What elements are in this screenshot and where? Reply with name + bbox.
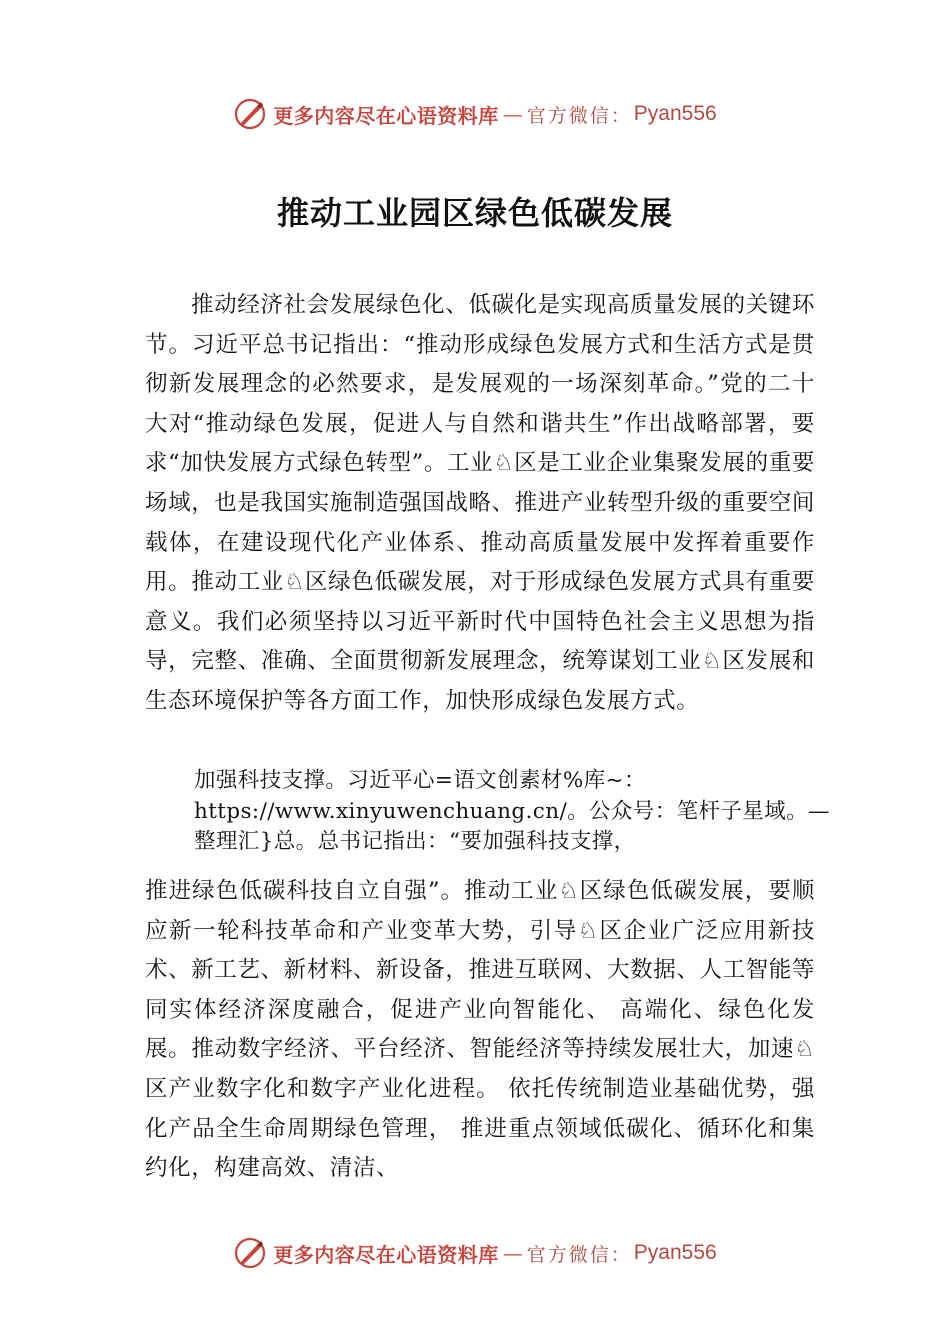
document-title: 推动工业园区绿色低碳发展 [276, 194, 673, 232]
body-paragraph-2: 加强科技支撑。习近平心=语文创素材%库~：https://www.xinyuwenchuang.cn/。公众号：笔杆子星域。—整理汇}总。总书记指出：“要加强科技支撑， [194, 768, 830, 854]
footer-separator: — [502, 1241, 523, 1265]
body-paragraph-1: 推动经济社会发展绿色化、低碳化是实现高质量发展的关键环节。习近平总书记指出：“推动形成绿色发展方式和生活方式是贯彻新发展理念的必然要求，是发展观的一场深刻革命。”党的二十大对“推动绿色发展，促进人与自然和谐共生”作出战略部署，要求“加快发展方式绿色转型”。工业♘区是工业企业集聚发展的重要场域，也是我国实施制造强国战略、推进产业转型升级的重要空间载体，在建设现代化产业体系、推动高质量发展中发挥着重要作用。推动工业♘区绿色低碳发展，对于形成绿色发展方式具有重要意义。我们必须坚持以习近平新时代中国特色社会主义思想为指导，完整、准确、全面贯彻新发展理念，统筹谋划工业♘区发展和生态环境保护等各方面工作，加快形成绿色发展方式。 [145, 292, 815, 714]
footer-wechat-label: 官方微信： [526, 1243, 632, 1266]
header-promo-text: 更多内容尽在心语资料库 [273, 103, 499, 128]
header-banner [0, 94, 950, 134]
header-wechat-label: 官方微信： [526, 104, 632, 127]
pen-logo-icon [233, 1236, 267, 1270]
body-paragraph-3: 推进绿色低碳科技自立自强”。推动工业♘区绿色低碳发展，要顺应新一轮科技革命和产业变革大势，引导♘区企业广泛应用新技术、新工艺、新材料、新设备，推进互联网、大数据、人工智能等同实体经济深度融合，促进产业向智能化、 高端化、绿色化发展。推动数字经济、平台经济、智能经济等持续发展壮大，加速♘区产业数字化和数字产业化进程。 依托传统制造业基础优势，强化产品全生命周期绿色管理， 推进重点领域低碳化、循环化和集约化，构建高效、清洁、 [145, 878, 815, 1182]
header-wechat-id: Pyan556 [633, 102, 717, 125]
header-separator: — [502, 102, 523, 126]
footer-banner [0, 1233, 950, 1273]
pen-logo-icon [233, 97, 267, 131]
footer-wechat-id: Pyan556 [633, 1241, 717, 1264]
footer-promo-text: 更多内容尽在心语资料库 [273, 1242, 499, 1267]
